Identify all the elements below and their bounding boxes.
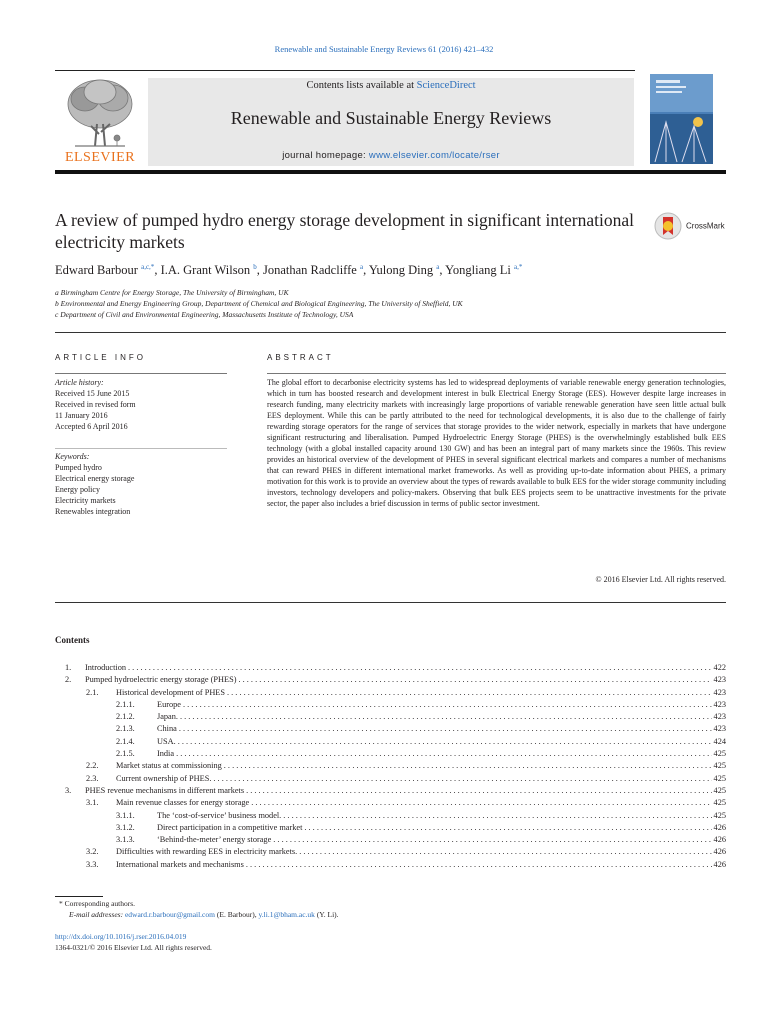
abstract-heading: ABSTRACT [267,353,334,362]
toc-number: 2. [65,675,72,685]
table-of-contents [55,662,726,871]
toc-number: 1. [65,663,72,672]
toc-title[interactable]: Market status at commissioning [116,761,222,771]
abstract-text: The global effort to decarbonise electricity systems has led to widespread deployments of variable renewable energy generation technologies, which in turn has boosted research and development interest in bulk Electrical Energy Storage (EES). However despite large increases in research funding, many electricity markets with increasingly large proportions of variable renewable generation have seen little actual bulk EES deployment. While this can be partly attributed to the need for technological developments, it is also due to the challenge of fairly rewarding storage operators for the range of services that storage provides to the wider network, especially in markets that have undergone significant restructuring and liberalisation. Pumped Hydroelectric Energy Storage (PHES) is the overwhelmingly established bulk EES technology (with a global installed capacity around 130 GW) and has been an integral part of many markets since the 1960s. This review provides an historical overview of the development of PHES in several significant electrical markets and compares a number of mechanisms that can reward PHES in different international market frameworks. As well as providing up-to-date information about PHES, a primary motivation for this work is to provide an overview about the types of rewards available to bulk EES for the wider storage community including investors, technology developers and policy-makers. Observing that bulk EES projects seem to be unattractive investments for the private sector, the paper also includes a brief discussion in terms of public sector investment. [267,378,726,508]
toc-leader-dots [178,736,712,748]
doi-link[interactable]: http://dx.doi.org/10.1016/j.rser.2016.04.019 [55,932,187,941]
toc-leader-dots [180,711,712,723]
email-owner: (Y. Li). [314,909,339,919]
toc-number: 3.1.1. [116,810,135,820]
toc-row[interactable] [55,723,726,735]
contents-prefix: Contents lists available at [306,80,417,91]
author-separator: , [256,263,263,278]
keyword: Electrical energy storage [55,474,135,483]
toc-title[interactable]: ‘Behind-the-meter’ energy storage [157,835,272,845]
abstract-rule [267,373,726,374]
author-separator: , [363,263,369,278]
toc-row[interactable] [55,674,726,686]
elsevier-logo [55,74,145,166]
toc-leader-dots [251,797,711,809]
toc-entry[interactable] [116,797,726,809]
history-item: Received in revised form [55,400,136,409]
keyword: Energy policy [55,485,100,494]
toc-entry[interactable] [157,748,726,760]
affiliation-b: b Environmental and Energy Engineering Group, Department of Chemical and Biological Engineering, The University of Sheffield, UK [55,299,463,308]
toc-row[interactable] [55,687,726,699]
toc-number: 3.1. [86,798,99,808]
contents-available-line [148,80,634,91]
toc-leader-dots [238,674,711,686]
email-owner: (E. Barbour), [214,909,259,919]
article-info-rule [55,373,227,374]
toc-page-number[interactable]: 425 [713,761,726,771]
toc-row[interactable] [55,711,726,723]
toc-title[interactable]: India [157,749,175,759]
toc-leader-dots [213,773,711,785]
toc-row[interactable] [55,748,726,760]
toc-title[interactable]: PHES revenue mechanisms in different markets [85,785,245,795]
toc-entry[interactable] [157,711,726,723]
toc-title[interactable]: International markets and mechanisms [116,859,244,869]
toc-row[interactable] [55,834,726,846]
toc-title[interactable]: Main revenue classes for energy storage [116,798,250,808]
author-name[interactable]: I.A. Grant Wilson [160,263,251,278]
email-label: E-mail addresses: [69,909,125,919]
toc-page-number[interactable]: 422 [713,663,726,672]
toc-title[interactable]: Japan. [157,712,178,722]
section-rule [55,332,726,333]
toc-leader-dots [179,723,712,735]
toc-entry[interactable] [157,736,726,748]
toc-title[interactable]: Direct participation in a competitive market [157,822,303,832]
toc-row[interactable] [55,760,726,772]
keyword: Pumped hydro [55,463,102,472]
toc-number: 2.3. [86,773,99,783]
affiliation-a: a Birmingham Centre for Energy Storage, The University of Birmingham, UK [55,288,289,297]
crossmark-label: CrossMark [686,221,725,231]
author-affiliation-marker[interactable]: a [359,263,364,271]
toc-row[interactable] [55,859,726,871]
homepage-link[interactable]: www.elsevier.com/locate/rser [368,150,500,161]
elsevier-wordmark[interactable]: ELSEVIER [64,150,136,165]
toc-page-number[interactable]: 425 [713,773,726,783]
toc-page-number[interactable]: 425 [713,810,726,820]
keyword: Electricity markets [55,496,116,505]
toc-page-number[interactable]: 423 [713,687,726,697]
toc-title[interactable]: Introduction [85,663,127,672]
toc-number: 3.2. [86,847,99,857]
toc-page-number[interactable]: 423 [713,712,726,722]
corresponding-authors: * Corresponding authors. [59,899,136,908]
contents-heading: Contents [55,635,90,645]
toc-row[interactable] [55,662,726,674]
journal-homepage [148,150,634,161]
toc-entry[interactable] [85,662,726,674]
toc-entry[interactable] [85,674,726,686]
toc-number: 2.1.3. [116,724,135,734]
toc-page-number[interactable]: 426 [713,847,726,857]
toc-row[interactable] [55,736,726,748]
journal-title: Renewable and Sustainable Energy Reviews [230,108,552,128]
toc-title[interactable]: USA. [157,736,176,746]
toc-entry[interactable] [85,785,726,797]
footnote [55,899,339,920]
toc-number: 2.1. [86,687,99,697]
toc-leader-dots [246,785,711,797]
toc-row[interactable] [55,699,726,711]
toc-entry[interactable] [157,834,726,846]
toc-leader-dots [224,760,712,772]
toc-leader-dots [246,859,712,871]
toc-number: 2.1.4. [116,736,135,746]
toc-number: 2.1.1. [116,699,135,709]
toc-number: 2.2. [86,761,99,771]
toc-title[interactable]: The ‘cost-of-service’ business model. [157,810,282,820]
toc-leader-dots [273,834,711,846]
toc-leader-dots [176,748,711,760]
toc-page-number[interactable]: 425 [713,798,726,808]
toc-page-number[interactable]: 425 [713,749,726,759]
toc-row[interactable] [55,797,726,809]
author-affiliation-marker[interactable]: b [253,263,257,271]
toc-title[interactable]: China [157,724,177,734]
history-label: Article history: [55,378,104,387]
toc-page-number[interactable]: 423 [713,675,726,685]
toc-number: 3. [65,785,72,795]
toc-page-number[interactable]: 426 [713,835,726,845]
issn-line: 1364-0321/© 2016 Elsevier Ltd. All rights reserved. [55,942,212,952]
author-affiliation-marker[interactable]: a,c,* [141,263,155,271]
header-rule [55,70,635,71]
abstract-copyright: © 2016 Elsevier Ltd. All rights reserved. [595,575,726,584]
toc-entry[interactable] [157,810,726,822]
toc-title[interactable]: Current ownership of PHES. [116,773,212,783]
article-title: A review of pumped hydro energy storage development in significant international electricity markets [55,210,634,252]
toc-leader-dots [128,662,712,674]
journal-citation[interactable]: Renewable and Sustainable Energy Reviews 61 (2016) 421–432 [274,44,494,54]
toc-entry[interactable] [157,699,726,711]
toc-leader-dots [183,699,712,711]
author-separator: , [154,263,161,278]
toc-page-number[interactable]: 425 [713,785,726,795]
author-affiliation-marker[interactable]: a,* [514,263,523,271]
toc-leader-dots [304,822,711,834]
cover-icon [650,74,713,164]
toc-row[interactable] [55,822,726,834]
toc-entry[interactable] [116,846,726,858]
toc-number: 2.1.5. [116,749,135,759]
toc-page-number[interactable]: 426 [713,822,726,832]
toc-number: 2.1.2. [116,712,135,722]
history-item: Accepted 6 April 2016 [55,422,128,431]
toc-title[interactable]: Europe [157,699,181,709]
toc-leader-dots [299,846,711,858]
toc-row[interactable] [55,785,726,797]
toc-row[interactable] [55,773,726,785]
email-link[interactable]: y.li.1@bham.ac.uk [258,909,315,919]
toc-entry[interactable] [116,859,726,871]
crossmark-badge[interactable] [654,212,725,240]
toc-leader-dots [227,687,712,699]
keywords-block [55,451,134,517]
toc-page-number[interactable]: 423 [713,699,726,709]
doi-block [55,932,212,953]
header-thick-rule [55,170,726,174]
toc-entry[interactable] [116,773,726,785]
author-name[interactable]: Jonathan Radcliffe [262,263,357,278]
homepage-prefix: journal homepage: [282,150,369,161]
toc-title[interactable]: Pumped hydroelectric energy storage (PHES) [85,675,237,685]
keywords-label: Keywords: [55,452,90,461]
crossmark-icon [654,212,682,240]
sciencedirect-link[interactable]: ScienceDirect [416,80,476,91]
history-item: Received 15 June 2015 [55,389,130,398]
toc-leader-dots [283,810,711,822]
journal-cover-image[interactable] [650,74,713,164]
email-link[interactable]: edward.r.barbour@gmail.com [124,909,215,919]
section-rule [55,602,726,603]
toc-row[interactable] [55,810,726,822]
toc-number: 3.1.2. [116,822,135,832]
author-name[interactable]: Edward Barbour [55,263,138,278]
toc-entry[interactable] [157,723,726,735]
history-item: 11 January 2016 [55,411,108,420]
toc-number: 3.1.3. [116,835,135,845]
author-affiliation-marker[interactable]: a [436,263,440,271]
toc-page-number[interactable]: 423 [713,724,726,734]
toc-page-number[interactable]: 424 [713,736,726,746]
keyword: Renewables integration [55,507,131,516]
toc-title[interactable]: Historical development of PHES [116,687,225,697]
toc-entry[interactable] [116,760,726,772]
affiliation-c: c Department of Civil and Environmental Engineering, Massachusetts Institute of Technology, USA [55,310,354,319]
toc-number: 3.3. [86,859,99,869]
author-name[interactable]: Yongliang Li [445,263,511,278]
toc-title[interactable]: Difficulties with rewarding EES in electricity markets. [116,847,298,857]
author-name[interactable]: Yulong Ding [368,263,434,278]
toc-entry[interactable] [116,687,726,699]
keywords-rule [55,448,227,449]
article-history [55,377,136,432]
footnote-rule [55,896,103,897]
author-list [55,263,715,278]
author-separator: , [439,263,446,278]
article-info-heading: ARTICLE INFO [55,353,146,362]
toc-row[interactable] [55,846,726,858]
toc-entry[interactable] [157,822,726,834]
toc-page-number[interactable]: 426 [713,859,726,869]
